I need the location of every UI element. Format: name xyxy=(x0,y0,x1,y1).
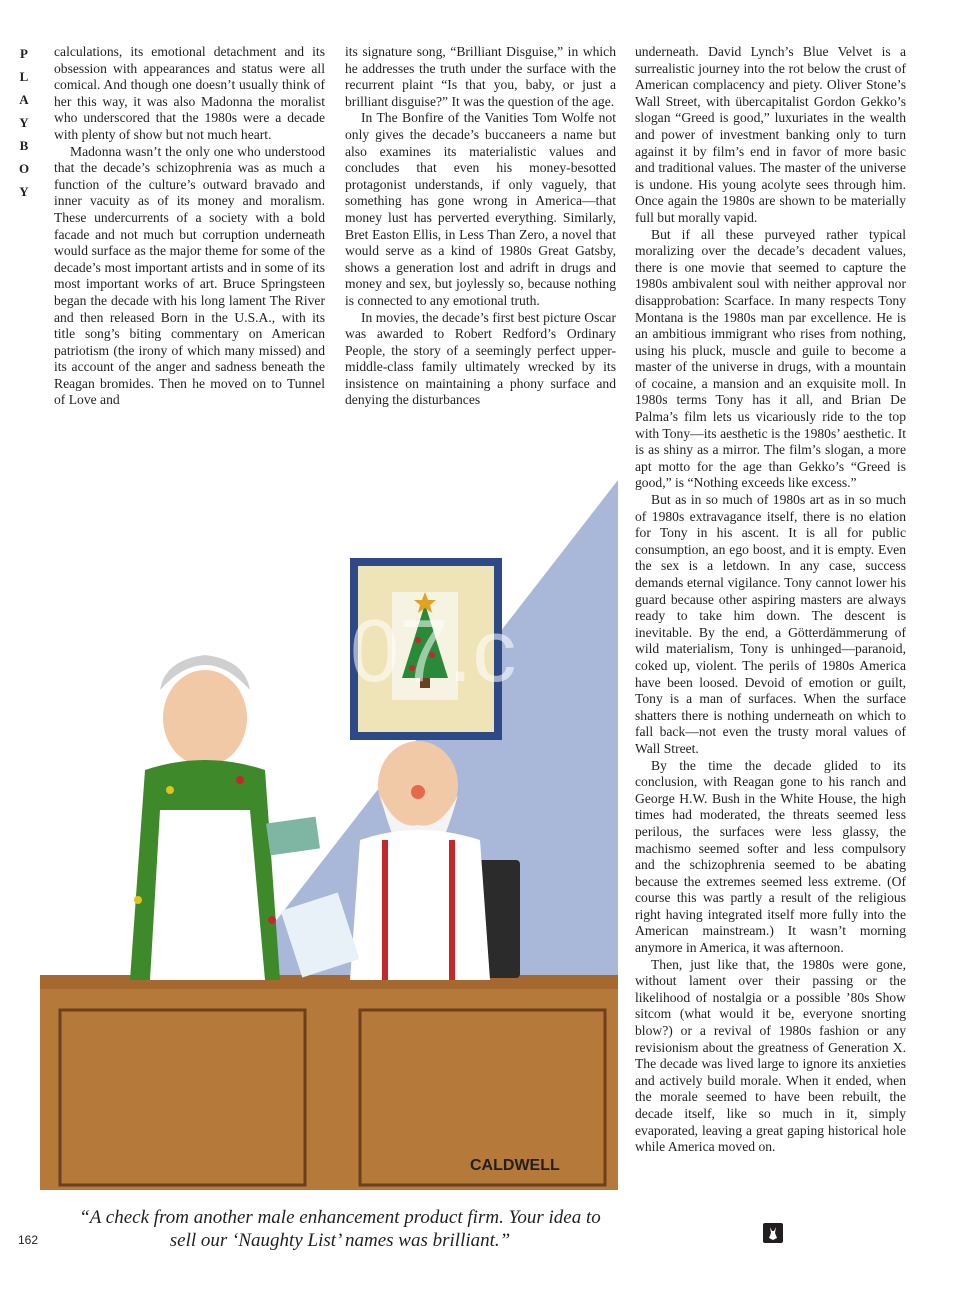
article-column-2 xyxy=(345,44,616,409)
paragraph: By the time the decade glided to its conclusion, with Reagan gone to his ranch and George H.W. Bush in the White House, the high times had moderated, the threats seemed less perilous, the surfaces were less glassy, the machismo seemed softer and less compulsory and the schizophrenia seemed to be abating because the extremes seemed less extreme. (Of course this was partly a result of the religious right having integrated itself more fully into the American mainstream.) It wasn’t morning anymore in America, it was afternoon. xyxy=(635,757,906,956)
paragraph: its signature song, “Brilliant Disguise,” in which he addresses the truth under the surface with the recurrent plaint “Is that you, baby, or just a brilliant disguise?” It was the question of the age. xyxy=(345,44,616,109)
masthead-letter: A xyxy=(19,92,29,107)
masthead-letter: P xyxy=(20,46,28,61)
paragraph: But as in so much of 1980s art as in so much of 1980s extravagance itself, there is no elation for Tony in his ascent. It is all for public consumption, an ego boost, and it is empty. Even the sex is a letdown. In any case, success demands eternal vigilance. Tony cannot lower his guard because other aspiring masters are always ready to take him down. The descent is inevitable. By the end, a Götterdämmerung of wild materialism, Tony is unhinged—paranoid, coked up, violent. The perils of 1980s America have been loosed. Devoid of emotion or guilt, Tony is a man of surfaces. When the surface shatters there is nothing underneath on which to fall back—not even the trusty moral values of Wall Street. xyxy=(635,492,906,756)
masthead-letter: Y xyxy=(19,184,29,199)
masthead-letter: O xyxy=(18,161,30,176)
paragraph: In movies, the decade’s first best picture Oscar was awarded to Robert Redford’s Ordinary People, the story of a seemingly perfect upper-middle-class family ultimately wrecked by its insistence on maintaining a phony surface and denying the disturbances xyxy=(345,309,616,408)
watermark-text: 07.c xyxy=(350,601,517,700)
masthead-letter: B xyxy=(19,138,29,153)
cartoon-caption xyxy=(40,1206,640,1252)
paragraph: Madonna wasn’t the only one who understood that the decade’s schizophrenia was as much a function of the culture’s outward bravado and inner vacuity as of its money and moralism. These undercurrents of a society with a bold facade and not much but corruption underneath would surface as the major theme for some of the decade’s most important artists and in some of its most important works of art. Bruce Springsteen began the decade with his long lament The River and then released Born in the U.S.A., with its title song’s biting commentary on American patriotism (the irony of which many missed) and its account of the anger and sadness beneath the Reagan bromides. Then he moved on to Tunnel of Love and xyxy=(54,143,325,408)
masthead-letter: L xyxy=(19,69,29,84)
rabbit-logo-icon xyxy=(763,1223,783,1243)
magazine-masthead xyxy=(12,42,36,203)
caption-line: “A check from another male enhancement product firm. Your idea to xyxy=(79,1207,601,1228)
caption-line: sell our ‘Naughty List’ names was brilliant.” xyxy=(169,1230,511,1251)
article-column-3 xyxy=(635,44,906,1156)
paragraph: But if all these purveyed rather typical moralizing over the decade’s decadent values, there is one movie that seemed to capture the 1980s ambivalent soul with neither approval nor disapprobation: Scarface. In many respects Tony Montana is the 1980s man par excellence. He is an ambitious immigrant who rises from nothing, using his pluck, muscle and guile to become a master of the universe in drugs, with a mountain of cocaine, a mansion and an exquisite moll. In 1980s terms Tony has it all, and Brian De Palma’s film lets us vicariously ride to the top with Tony—its aesthetic is the 1980s’ aesthetic. It is as shiny as a mirror. The film’s slogan, a more apt motto for the age than Gekko’s “Greed is good,” is “Nothing exceeds like excess.” xyxy=(635,226,906,491)
paragraph: In The Bonfire of the Vanities Tom Wolfe not only gives the decade’s buccaneers a name but also examines its materialistic values and concludes that even his money-besotted protagonist understands, if only vaguely, that something has gone wrong in America—that money lust has perverted everything. Similarly, Bret Easton Ellis, in Less Than Zero, a novel that would serve as a kind of 1980s Great Gatsby, shows a generation lost and adrift in drugs and money and sex, but joylessly so, because nothing is connected to any emotional truth. xyxy=(345,110,616,308)
paragraph: Then, just like that, the 1980s were gone, without lament over their passing or the likelihood of nostalgia or a possible ’80s Show sitcom (what would it be, everyone snorting blow?) or a revival of 1980s fashion or any revisionism about the greatness of Generation X. The decade was lived large to ignore its anxieties and actively build morale. When it ended, when the morale seemed to have been rebuilt, the decade itself, like so much in it, simply evaporated, leaving a great gaping historical hole while America moved on. xyxy=(635,956,906,1155)
paragraph: calculations, its emotional detachment and its obsession with appearances and status were all comical. And though one doesn’t usually think of her this way, it was also Madonna the moralist who underscored that the 1980s were a decade with plenty of show but not much heart. xyxy=(54,44,325,142)
masthead-letter: Y xyxy=(19,115,29,130)
article-column-1 xyxy=(54,44,325,409)
page-number: 162 xyxy=(18,1233,39,1247)
cartoon-drawing xyxy=(40,480,618,1200)
cartoonist-signature: CALDWELL xyxy=(470,1157,560,1174)
paragraph: underneath. David Lynch’s Blue Velvet is a surrealistic journey into the rot below the crust of American complacency and piety. Oliver Stone’s Wall Street, with übercapitalist Gordon Gekko’s slogan “Greed is good,” luxuriates in the wealth and power of investment banking only to turn against it by film’s end in favor of more basic and traditional values. The master of the universe is undone. His young acolyte sees through him. Once again the 1980s are shown to be materially full but morally vapid. xyxy=(635,44,906,225)
cartoon-illustration xyxy=(40,480,618,1200)
